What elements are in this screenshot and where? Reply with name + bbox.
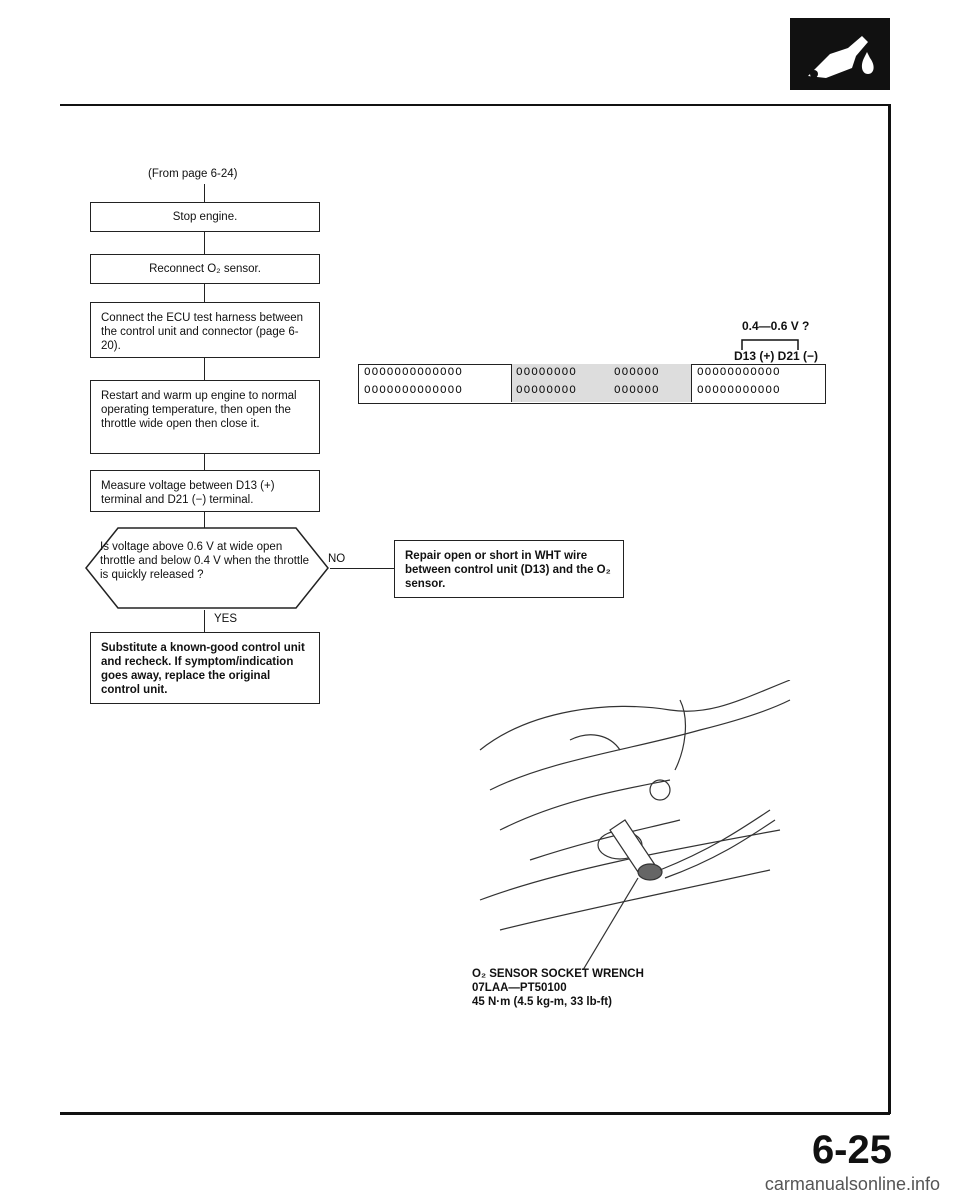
decision-question: Is voltage above 0.6 V at wide open throttle and below 0.4 V when the throttle is quickly released ? <box>100 541 310 581</box>
flow-connector <box>204 232 205 254</box>
no-branch-line <box>330 568 394 569</box>
substitute-result-box: Substitute a known-good control unit and recheck. If symptom/indication goes away, replace the original control unit. <box>90 632 320 704</box>
flow-connector <box>204 284 205 302</box>
pin-row: OOOOOOOO <box>516 385 577 397</box>
flow-connector <box>204 358 205 380</box>
step-restart-engine: Restart and warm up engine to normal operating temperature, then open the throttle wide open then close it. <box>90 380 320 454</box>
repair-result-box: Repair open or short in WHT wire between control unit (D13) and the O₂ sensor. <box>394 540 624 598</box>
yes-branch-line <box>204 610 205 632</box>
voltage-spec: 0.4—0.6 V ? <box>742 319 810 333</box>
page-frame-top <box>60 104 890 106</box>
pin-row: OOOOOOOOOOOOO <box>364 367 463 379</box>
flow-connector <box>204 184 205 202</box>
tool-name: O₂ SENSOR SOCKET WRENCH <box>472 968 644 980</box>
fuel-nozzle-icon <box>790 18 890 90</box>
part-number: 07LAA—PT50100 <box>472 982 567 994</box>
terminal-labels: D13 (+) D21 (−) <box>734 349 819 363</box>
torque-spec: 45 N·m (4.5 kg-m, 33 lb-ft) <box>472 996 612 1008</box>
page-number: 6-25 <box>811 1128 892 1172</box>
flow-connector <box>204 454 205 470</box>
footer-watermark: carmanualsonline.info <box>764 1174 940 1194</box>
pin-row: OOOOOOOOOOO <box>697 367 781 379</box>
from-page-label: (From page 6-24) <box>148 168 238 180</box>
page-frame-right <box>888 104 891 1114</box>
step-measure-voltage: Measure voltage between D13 (+) terminal and D21 (−) terminal. <box>90 470 320 512</box>
pin-row: OOOOOO <box>614 385 660 397</box>
no-label: NO <box>328 553 346 565</box>
page-frame-bottom <box>60 1112 890 1115</box>
pin-row: OOOOOO <box>614 367 660 379</box>
step-stop-engine: Stop engine. <box>90 202 320 232</box>
yes-label: YES <box>214 613 238 625</box>
step-reconnect-sensor: Reconnect O₂ sensor. <box>90 254 320 284</box>
pin-row: OOOOOOOOOOO <box>697 385 781 397</box>
pin-row: OOOOOOOO <box>516 367 577 379</box>
sensor-wrench-illustration <box>470 680 800 970</box>
step-connect-harness: Connect the ECU test harness between the control unit and connector (page 6-20). <box>90 302 320 358</box>
pin-row: OOOOOOOOOOOOO <box>364 385 463 397</box>
